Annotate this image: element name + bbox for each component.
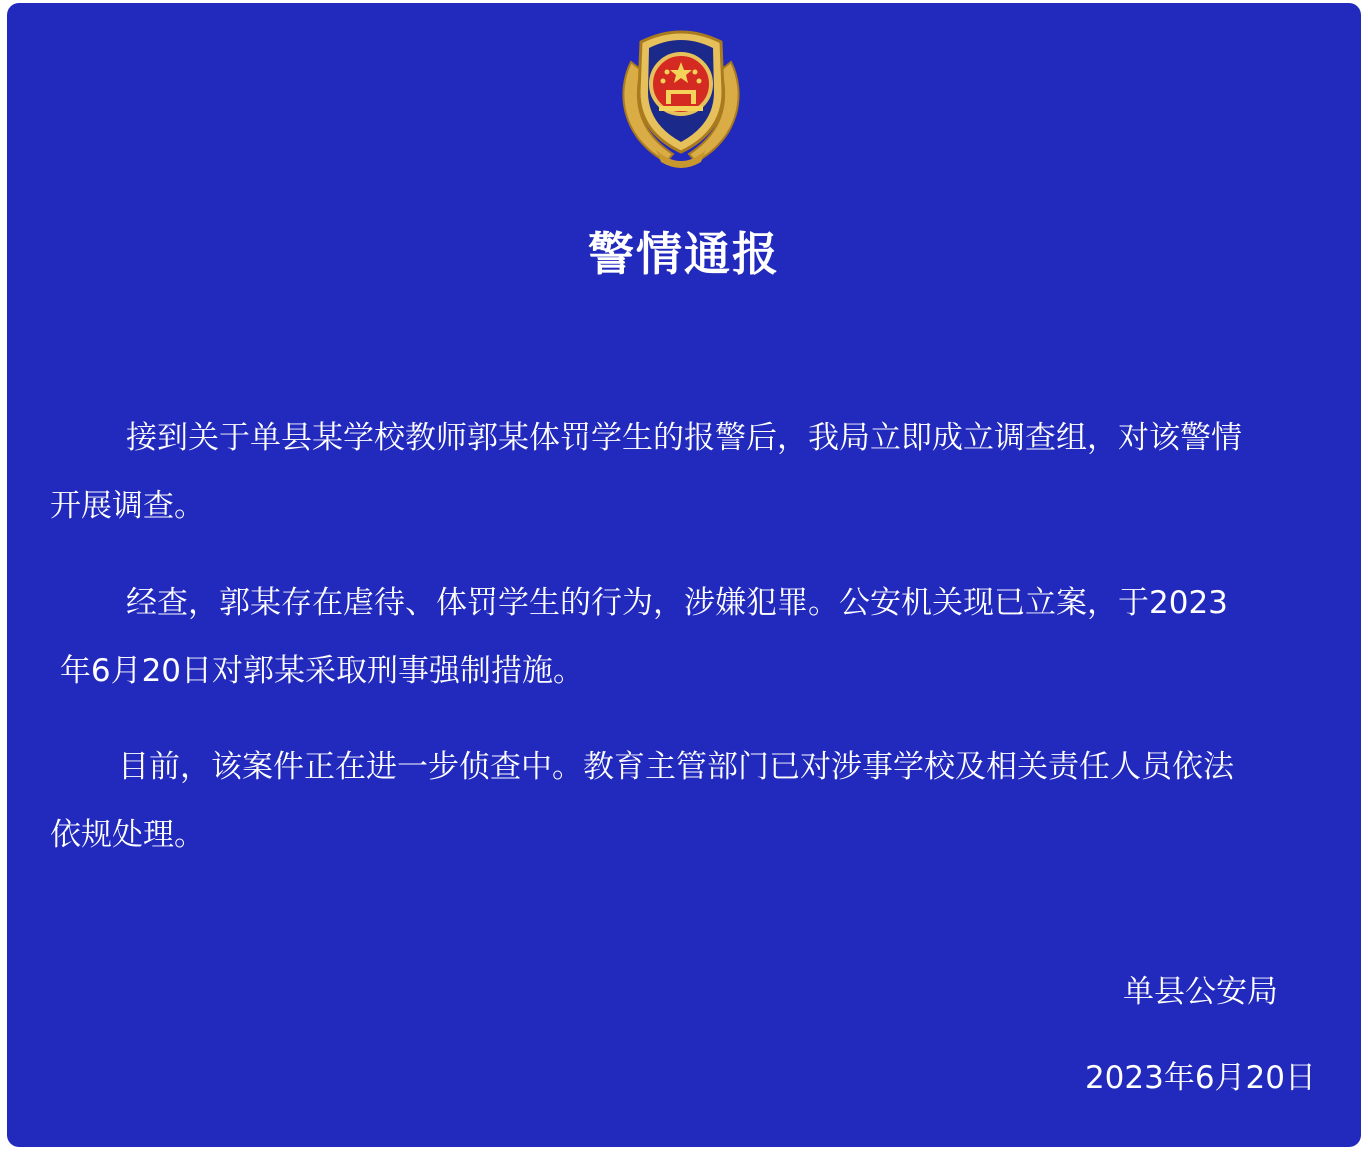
notice-date: 2023年6月20日 <box>1084 1060 1316 1096</box>
notice-title: 警情通报 <box>588 227 780 281</box>
paragraph-1-line-1: 接到关于单县某学校教师郭某体罚学生的报警后，我局立即成立调查组，对该警情 <box>126 420 1242 456</box>
notice-paragraph-1 <box>50 404 1320 540</box>
police-emblem-icon <box>611 22 751 172</box>
signature: 单县公安局 <box>1123 974 1278 1010</box>
paragraph-2-line-1: 经查，郭某存在虐待、体罚学生的行为，涉嫌犯罪。公安机关现已立案，于2023 <box>126 585 1228 621</box>
notice-paragraph-2 <box>50 569 1320 705</box>
paragraph-2-line-2: 年6月20日对郭某采取刑事强制措施。 <box>50 653 585 689</box>
notice-paragraph-3 <box>50 733 1320 869</box>
paragraph-3-line-2: 依规处理。 <box>50 817 205 853</box>
paragraph-3-line-1: 目前，该案件正在进一步侦查中。教育主管部门已对涉事学校及相关责任人员依法 <box>118 749 1234 785</box>
paragraph-1-line-2: 开展调查。 <box>50 488 205 524</box>
